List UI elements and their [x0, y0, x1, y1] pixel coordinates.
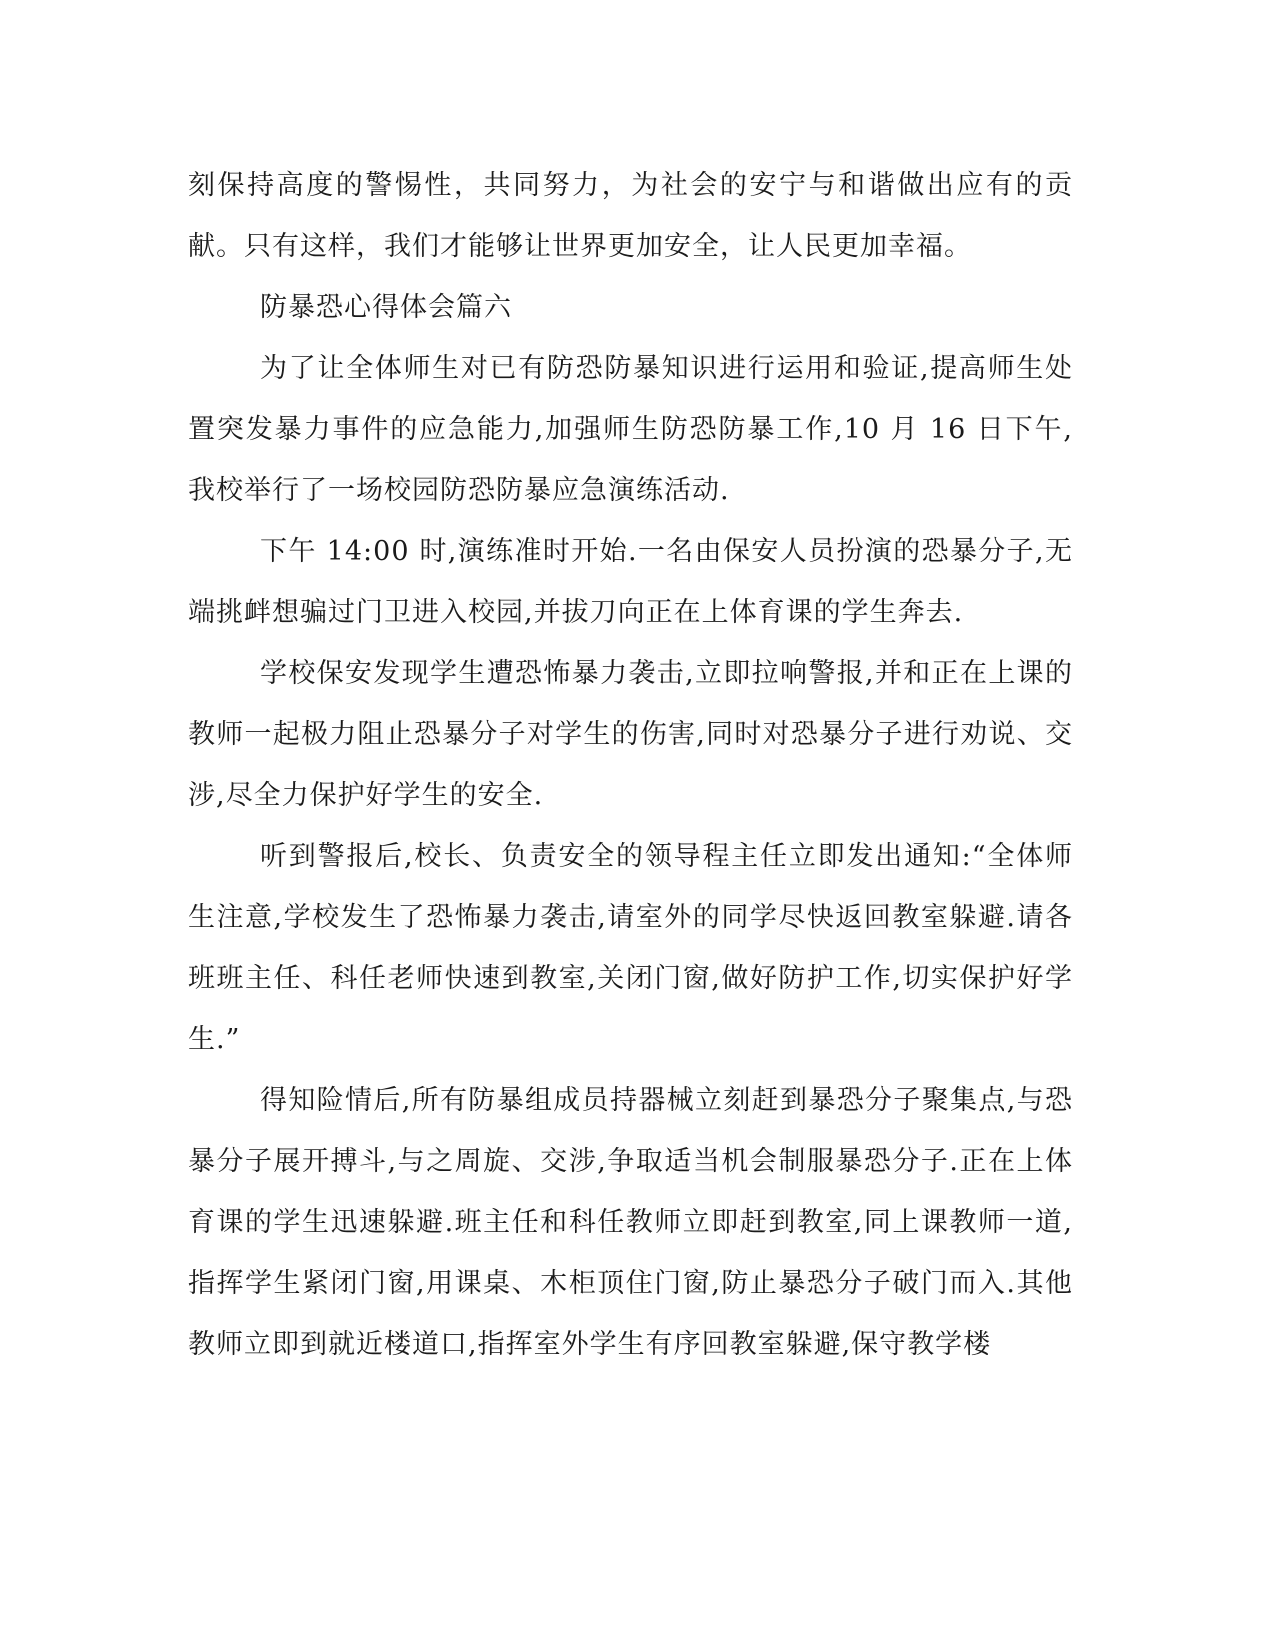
paragraph: 学校保安发现学生遭恐怖暴力袭击,立即拉响警报,并和正在上课的教师一起极力阻止恐暴分子对学生的伤害,同时对恐暴分子进行劝说、交涉,尽全力保护好学生的安全. [188, 658, 1073, 811]
paragraph: 下午 14:00 时,演练准时开始.一名由保安人员扮演的恐暴分子,无端挑衅想骗过门卫进入校园,并拔刀向正在上体育课的学生奔去. [188, 536, 1073, 628]
section-heading: 防暴恐心得体会篇六 [260, 292, 512, 323]
paragraph: 得知险情后,所有防暴组成员持器械立刻赶到暴恐分子聚集点,与恐暴分子展开搏斗,与之周旋、交涉,争取适当机会制服暴恐分子.正在上体育课的学生迅速躲避.班主任和科任教师立即赶到教室,同上课教师一道,指挥学生紧闭门窗,用课桌、木柜顶住门窗,防止暴恐分子破门而入.其他教师立即到就近楼道口,指挥室外学生有序回教室躲避,保守教学楼 [188, 1085, 1073, 1360]
paragraph: 听到警报后,校长、负责安全的领导程主任立即发出通知:“全体师生注意,学校发生了恐怖暴力袭击,请室外的同学尽快返回教室躲避.请各班班主任、科任老师快速到教室,关闭门窗,做好防护工作,切实保护好学生.” [188, 841, 1073, 1055]
document-body [188, 155, 1073, 1375]
paragraph: 为了让全体师生对已有防恐防暴知识进行运用和验证,提高师生处置突发暴力事件的应急能力,加强师生防恐防暴工作,10 月 16 日下午,我校举行了一场校园防恐防暴应急演练活动. [188, 353, 1073, 506]
paragraph-continuation: 刻保持高度的警惕性，共同努力，为社会的安宁与和谐做出应有的贡献。只有这样，我们才能够让世界更加安全，让人民更加幸福。 [188, 170, 1073, 262]
